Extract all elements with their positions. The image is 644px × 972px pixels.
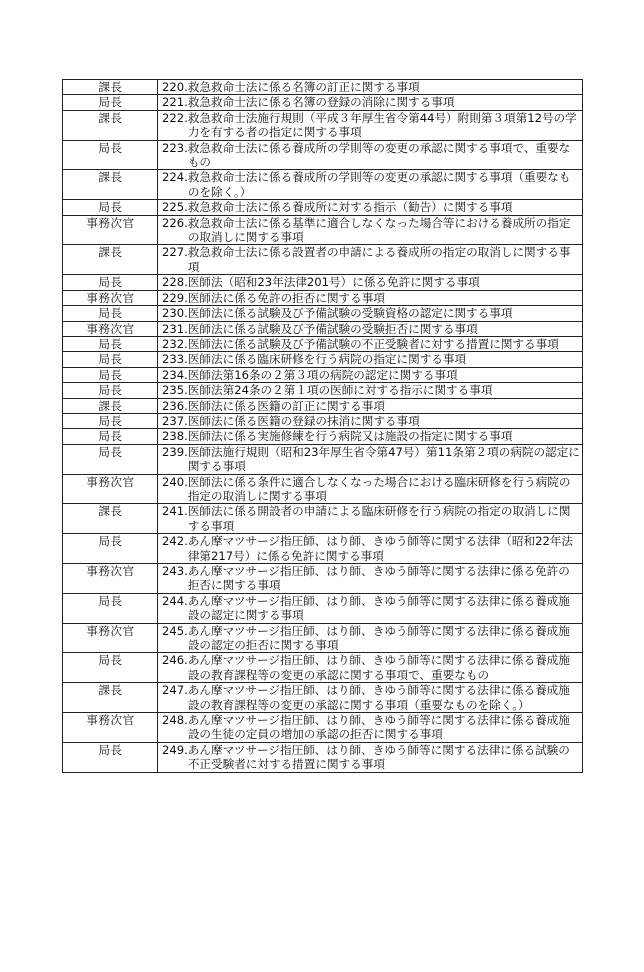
item-cell [158,504,583,534]
item-number: 241. [162,504,188,519]
delegation-table-sheet [62,79,583,773]
item-cell [158,653,583,683]
item-cell [158,398,583,413]
authority-cell: 事務次官 [63,474,158,504]
item-text: あん摩マツサージ指圧師、はり師、きゆう師等に関する法律に係る養成施設の生徒の定員の増加の承認の拒否に関する事項 [187,713,570,742]
item-text: 医師法に係る医籍の登録の抹消に関する事項 [187,413,420,428]
item-text: 医師法に係る試験及び予備試験の受験拒否に関する事項 [187,321,478,336]
item-text: 医師法に係る実施修練を行う病院又は施設の指定に関する事項 [187,429,513,444]
item-number: 226. [162,215,188,230]
delegation-table [62,79,583,773]
item-cell [158,170,583,200]
authority-cell: 事務次官 [63,290,158,305]
table-row [63,200,583,215]
item-text: 医師法に係る条件に適合しなくなった場合における臨床研修を行う病院の指定の取消しに関する事項 [187,474,571,503]
item-cell [158,713,583,743]
item-entry [162,743,580,772]
table-row [63,140,583,170]
item-entry [162,653,580,682]
authority-cell: 局長 [63,200,158,215]
table-row [63,713,583,743]
item-entry [162,80,580,94]
authority-cell: 局長 [63,444,158,474]
item-number: 246. [162,653,188,668]
item-cell [158,429,583,444]
authority-cell: 事務次官 [63,623,158,653]
item-text: あん摩マツサージ指圧師、はり師、きゆう師等に関する法律に係る養成施設の認定の拒否に関する事項 [187,623,570,653]
item-number: 224. [162,170,188,185]
item-entry [162,399,580,413]
item-entry [162,275,580,289]
item-number: 243. [162,564,188,578]
item-entry [162,504,580,533]
item-number: 221. [162,95,188,110]
item-cell [158,413,583,428]
table-row [63,321,583,336]
authority-cell: 局長 [63,275,158,290]
item-number: 222. [162,110,188,125]
item-text: 救急救命士法に係る名簿の登録の消除に関する事項 [187,95,455,110]
table-row [63,623,583,653]
authority-cell: 局長 [63,534,158,564]
item-text: 救急救命士法施行規則（平成３年厚生省令第44号）附則第３項第12号の学力を有する者の指定に関する事項 [187,110,577,140]
item-text: 救急救命士法に係る養成所の学則等の変更の承認に関する事項（重要なものを除く。） [187,170,571,199]
item-entry [162,170,580,199]
item-text: 医師法施行規則（昭和23年厚生省令第47号）第11条第２項の病院の認定に関する事項 [187,444,580,474]
authority-cell: 局長 [63,306,158,321]
table-row [63,245,583,275]
table-row [63,444,583,474]
delegation-table-body [63,80,583,773]
item-cell [158,534,583,564]
item-number: 220. [162,80,188,94]
authority-cell: 局長 [63,413,158,428]
item-cell [158,80,583,95]
item-text: 救急救命士法に係る基準に適合しなくなった場合等における養成所の指定の取消しに関する事項 [187,215,571,245]
item-number: 247. [162,683,188,698]
authority-cell: 局長 [63,140,158,170]
authority-cell: 局長 [63,352,158,367]
item-entry [162,337,580,351]
authority-cell: 局長 [63,336,158,351]
table-row [63,290,583,305]
item-text: あん摩マツサージ指圧師、はり師、きゆう師等に関する法律に係る養成施設の教育課程等の変更の承認に関する事項（重要なものを除く。） [187,683,570,712]
item-entry [162,534,580,563]
table-row [63,413,583,428]
item-text: 救急救命士法に係る養成所に対する指示（勧告）に関する事項 [187,200,513,215]
table-row [63,275,583,290]
table-row [63,95,583,110]
item-number: 232. [162,336,188,351]
table-row [63,110,583,140]
item-number: 233. [162,352,188,367]
table-row [63,352,583,367]
table-row [63,367,583,382]
item-number: 225. [162,200,188,215]
authority-cell: 課長 [63,80,158,95]
item-text: 医師法に係る医籍の訂正に関する事項 [187,398,385,413]
table-row [63,383,583,398]
item-entry [162,414,580,428]
item-entry [162,245,580,274]
item-cell [158,306,583,321]
table-row [63,683,583,713]
table-row [63,474,583,504]
item-entry [162,306,580,320]
authority-cell: 局長 [63,429,158,444]
item-number: 249. [162,742,188,757]
item-text: あん摩マツサージ指圧師、はり師、きゆう師等に関する法律に係る試験の不正受験者に対する措置に関する事項 [187,742,570,772]
table-row [63,534,583,564]
item-cell [158,336,583,351]
item-cell [158,444,583,474]
authority-cell: 事務次官 [63,713,158,743]
table-row [63,564,583,594]
table-row [63,170,583,200]
item-number: 248. [162,713,188,728]
item-text: 医師法に係る試験及び予備試験の受験資格の認定に関する事項 [187,306,513,321]
item-text: 医師法（昭和23年法律201号）に係る免許に関する事項 [187,275,480,290]
item-text: 医師法第16条の２第３項の病院の認定に関する事項 [187,367,458,382]
item-entry [162,111,580,140]
item-text: 医師法第24条の２第１項の医師に対する指示に関する事項 [187,383,493,398]
item-cell [158,200,583,215]
item-entry [162,683,580,712]
item-cell [158,110,583,140]
item-entry [162,429,580,443]
item-entry [162,445,580,474]
item-number: 229. [162,290,188,305]
item-entry [162,475,580,504]
authority-cell: 課長 [63,504,158,534]
authority-cell: 局長 [63,593,158,623]
item-number: 234. [162,367,188,382]
item-entry [162,216,580,245]
authority-cell: 課長 [63,398,158,413]
item-cell [158,245,583,275]
item-number: 236. [162,398,188,413]
item-number: 223. [162,140,188,155]
item-text: あん摩マツサージ指圧師、はり師、きゆう師等に関する法律に係る免許の拒否に関する事項 [187,564,570,593]
item-entry [162,291,580,305]
table-row [63,398,583,413]
item-entry [162,383,580,397]
table-row [63,593,583,623]
item-entry [162,713,580,742]
authority-cell: 局長 [63,653,158,683]
item-cell [158,593,583,623]
item-number: 231. [162,321,188,336]
item-text: あん摩マツサージ指圧師、はり師、きゆう師等に関する法律に係る養成施設の認定に関する事項 [187,593,570,623]
table-row [63,215,583,245]
table-row [63,429,583,444]
authority-cell: 事務次官 [63,564,158,594]
item-cell [158,140,583,170]
item-text: 救急救命士法に係る名簿の訂正に関する事項 [187,80,420,94]
item-number: 245. [162,623,188,638]
item-number: 242. [162,534,188,549]
item-text: 医師法に係る免許の拒否に関する事項 [187,290,385,305]
item-entry [162,594,580,623]
item-entry [162,368,580,382]
item-entry [162,200,580,214]
item-entry [162,141,580,170]
item-cell [158,95,583,110]
authority-cell: 局長 [63,742,158,772]
authority-cell: 局長 [63,95,158,110]
authority-cell: 局長 [63,383,158,398]
authority-cell: 課長 [63,170,158,200]
item-number: 227. [162,245,188,260]
item-cell [158,275,583,290]
item-cell [158,290,583,305]
item-text: 医師法に係る試験及び予備試験の不正受験者に対する措置に関する事項 [187,336,559,351]
table-row [63,504,583,534]
table-row [63,306,583,321]
item-text: 医師法に係る臨床研修を行う病院の指定に関する事項 [187,352,467,367]
item-number: 240. [162,474,188,489]
item-entry [162,95,580,109]
item-entry [162,624,580,653]
table-row [63,653,583,683]
item-entry [162,564,580,593]
item-text: あん摩マツサージ指圧師、はり師、きゆう師等に関する法律（昭和22年法律第217号）に係る免許に関する事項 [187,534,574,563]
authority-cell: 局長 [63,367,158,382]
item-number: 239. [162,444,188,459]
item-number: 230. [162,306,188,321]
item-cell [158,383,583,398]
item-text: 救急救命士法に係る養成所の学則等の変更の承認に関する事項で、重要なもの [187,140,571,170]
authority-cell: 課長 [63,110,158,140]
table-row [63,336,583,351]
item-entry [162,322,580,336]
item-number: 228. [162,275,188,290]
table-row [63,80,583,95]
item-cell [158,352,583,367]
item-cell [158,215,583,245]
item-entry [162,352,580,366]
item-text: 医師法に係る開設者の申請による臨床研修を行う病院の指定の取消しに関する事項 [187,504,571,533]
item-cell [158,474,583,504]
item-cell [158,564,583,594]
item-number: 244. [162,593,188,608]
authority-cell: 課長 [63,683,158,713]
item-number: 238. [162,429,188,444]
authority-cell: 課長 [63,245,158,275]
item-text: あん摩マツサージ指圧師、はり師、きゆう師等に関する法律に係る養成施設の教育課程等の変更の承認に関する事項で、重要なもの [187,653,570,682]
table-row [63,742,583,772]
item-number: 235. [162,383,188,398]
item-cell [158,683,583,713]
authority-cell: 事務次官 [63,215,158,245]
item-text: 救急救命士法に係る設置者の申請による養成所の指定の取消しに関する事項 [187,245,571,274]
item-cell [158,623,583,653]
item-cell [158,367,583,382]
item-number: 237. [162,413,188,428]
item-cell [158,742,583,772]
authority-cell: 事務次官 [63,321,158,336]
item-cell [158,321,583,336]
